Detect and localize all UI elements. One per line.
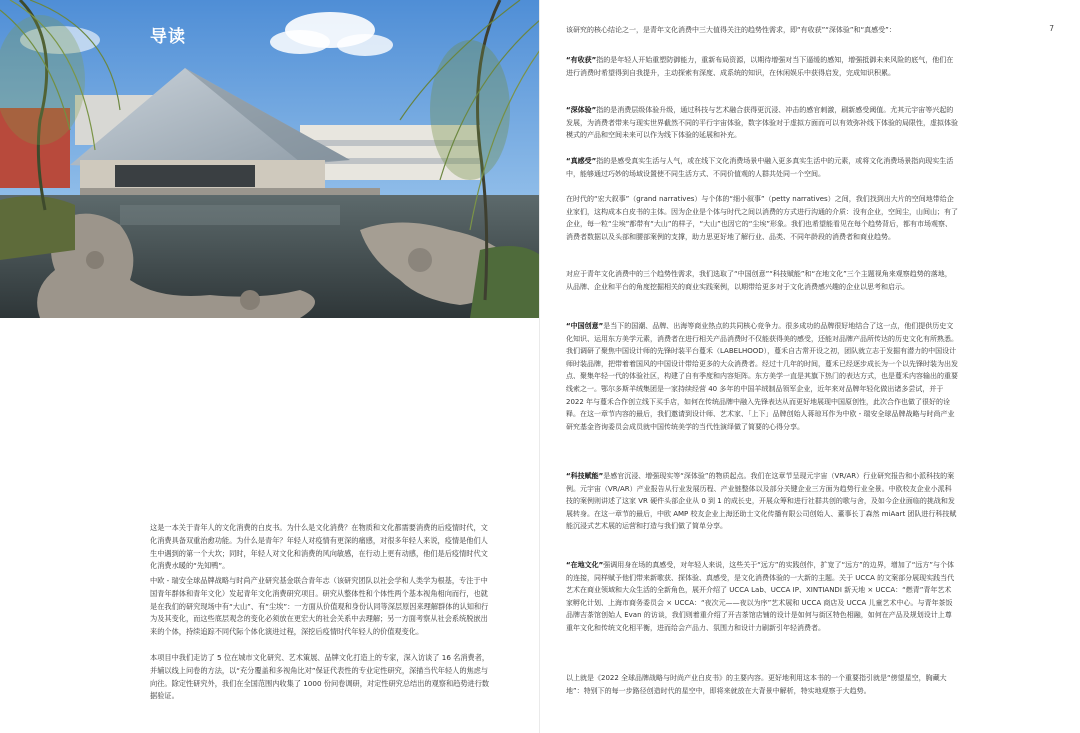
local-culture-label: “在地文化”: [566, 561, 604, 569]
intro-text-3: 本项目中我们走访了 5 位在城市文化研究、艺术策展、品牌文化打造上的专家，深入访谈了 16 名消费者，并辅以线上问卷的方法，以“充分覆盖和多视角比对”保证代表性的专业定性研究，深描当代年轻人的焦虑与向往。除定性研究外，我们在全国范围内收集了 1000 份问卷调研，对定性研究总结出的观察和趋势进行数据验证。: [150, 653, 490, 701]
intro-paragraph-3: [150, 652, 490, 703]
china-creativity-label: “中国创意”: [566, 322, 604, 330]
local-culture-text: 强调用身在场的真感受，对年轻人来说，这些关于“远方”的实践创作，扩宽了“远方”的边界，增加了“远方”与个体的连接，同样赋予他们带来新歌获、探体验、真感受，是文化消费体验的一大新的主题。关于 UCCA 的文案部分展现实践当代艺术在商业领域和大众生活的全新角色，展开介绍了 UCCA Lab、UCCA IP、XINTIANDI 新天地 × UCCA：“燃青”青年艺术家孵化计划、上海市商务委员会 × UCCA：“夜次元——夜以为序”艺术展和 UCCA 商店及 UCCA 儿童艺术中心。与青年茶饭品牌吉茶馆创始人 Evan 的访谈，我们则着重介绍了开吉茶馆店铺的设计是如何与街区特色相融，如何在产品及规划设计上尊重年文化和传统文化相平衡，进而给会产品力、氛围力和设计力刷新引年轻消费者。: [566, 561, 955, 632]
theme-china-creativity: [566, 320, 958, 433]
intro-text-2: 中欧 - 瑞安全球品牌战略与时尚产业研究基金联合青年志（该研究团队以社会学和人类学为根基，专注于中国青年群体和青年文化）发起青年文化消费研究项目。研究从整体性和个体性两个基本视角相向而行，也就是在我们的研究现场中有“大山”、有“尘埃”：一方面从价值观和身份认同等深层原因来理解群体的认知和行为及其变化，而这些底层观念的变化必须放在更宏大的社会关系中去理解；另一方面考察从社会系统脱嵌出来的个体，持续追踪不同代际个体化演进过程，深挖后疫情时代年轻人的价值观变化。: [150, 576, 489, 637]
china-creativity-text: 是当下的国潮、品牌、出海等商业热点的共同核心竞争力。很多成功的品牌很好地结合了这一点，他们提供历史文化知识、运用东方美学元素，消费者在进行相关产品消费时不仅能获得美的感受，还能对品牌产品所传达的历史文化有所熟悉。我们调研了聚焦中国设计师的先锋时装平台蔓禾（LABELHOOD），蔓禾自古常开设之初，团队就立志于发掘有潜力的中国设计师时装品牌，把带着着国风的中国设计带给更多的大众消费者。经过十几年的时间，蔓禾已经逐步成长为一个以先锋时装为出发点、聚集年轻一代的体验社区，构建了自有季度和内容矩阵。东方美学一直是其旗下热门的表达方式，也是蔓禾内容输出的重要线索之一。鄂尔多斯羊绒集团是一家持续经营 40 多年的中国羊绒制品领军企业，近年来对品牌年轻化做出诸多尝试，并于 2022 年与蔓禾合作创立线下买手店，如何在传统品牌中融入先锋表达从而更好地展现中国原创性，此次合作也做了很好的诠释。在这一章节内容的最后，我们邀请到设计师、艺术家、「上下」品牌创始人蒋琼耳作为中欧 - 瑞安全球品牌战略与时尚产业研究基金咨询委员会成员就中国传统美学的当代性演绎做了简要的心得分享。: [566, 322, 958, 431]
narratives-paragraph: [566, 193, 958, 243]
intro-text-1: 这是一本关于青年人的文化消费的白皮书。为什么是文化消费？在物质和文化都需要消费的后疫情时代，文化消费具备双重治愈功能。为什么是青年？年轻人对疫情有更深的痛感，对很多年轻人来说，疫情是他们人生中遇到的第一个大坎；同时，年轻人对文化和消费的风向敏感，在行动上更有动感，他们是后疫情时代文化消费水暖的“先知鸭”。: [150, 523, 488, 571]
page-title: 导读: [150, 27, 186, 47]
trend-deep-experience: [566, 104, 958, 142]
trend-real-feeling: [566, 155, 958, 180]
narratives-text: 在时代的“宏大叙事”（grand narratives）与个体的“细小叙事”（petty narratives）之间，我们找到出大片的空间地带给企业家们，这构成本白皮书的主体。因为企业是个体与时代之间以消费的方式进行沟通的介质：没有企业，空间尘，山间山；有了企业，每一粒“尘埃”都带有“大山”的样子，“大山”也因它的“尘埃”形象。我们也希望能看见在每个趋势背后，都有市场观察、消费者数据以及头部和腰部案例的支撑，助力思更好地了解行业、品类、不同年龄段的消费者和商业趋势。: [566, 195, 958, 241]
summary-intro-text: 该研究的核心结论之一，是青年文化消费中三大值得关注的趋势性需求，即“有收获”“深体验”和“真感受”：: [566, 26, 896, 34]
closing-paragraph: [566, 672, 958, 697]
trend-harvest: [566, 54, 958, 79]
trend-harvest-label: “有收获”: [566, 56, 597, 64]
trend-deep-label: “深体验”: [566, 106, 597, 114]
trend-real-text: 指的是感受真实生活与人气，或在线下文化消费场景中融入更多真实生活中的元素，或将文化消费场景指向现实生活中，能够通过巧妙的场域设置使不同生活方式、不同价值观的人群共处同一个空间。: [566, 157, 954, 178]
page-number: 7: [1049, 24, 1054, 33]
tech-empowerment-text: 是感官沉浸、增强现实等“深体验”的物质起点。我们在这章节呈现元宇宙（VR/AR）行业研究报告和小派科技的案例。元宇宙（VR/AR）产业报告从行业发展历程、产业链整体以及部分关键企业三方面为趋势行业全景。中欧校友企业小派科技的案例则讲述了这家 VR 硬件头部企业从 0 到 1 的成长史，开展众筹和进行社群共创的歌与舍，及如今企业面临的挑战和发展转身。在这一章节的最后，中欧 AMP 校友企业上海还助士文化传播有限公司创始人、董事长丁森然 miAart 团队进行科技赋能沉浸式艺术展的运营和打造与我们做了简单分享。: [566, 472, 957, 531]
cover-photo: [0, 0, 540, 318]
closing-text: 以上就是《2022 全球品牌战略与时尚产业白皮书》的主要内容。更好地利用这本书的一个重要指引就是“傍望星空，胸藏大地”：特别下的每一步路径创造时代的星空中，即将来就放在大背景中解析，特实地观察于大趋势。: [566, 674, 947, 695]
theme-local-culture: [566, 559, 958, 635]
trend-harvest-text: 指的是年轻人开始重塑防御能力，重新布局资源，以期待增强对当下逼缓的感知，增强抵御未来风险的底气，他们在进行消费时希望得到自我提升，主动探索有深度、成系统的知识，在休闲娱乐中获得启发，完成知识积累。: [566, 56, 954, 77]
themes-paragraph: [566, 268, 958, 293]
trend-deep-text: 指的是消费层级体验升级，通过科技与艺术融合获得更沉浸、冲击的感官刺激，刷新感受阈值。尤其元宇宙等兴起的发展，为消费者带来与现实世界截然不同的平行宇宙体验，数字体验对于虚拟方面而可以有效弥补线下体验的局限性，虚拟体验模式的产品和空间未来可以作为线下体验的延展和补充。: [566, 106, 958, 140]
theme-tech-empowerment: [566, 470, 958, 533]
right-page: [540, 0, 1080, 733]
intro-paragraph-2: [150, 575, 490, 639]
intro-paragraph-1: [150, 522, 490, 573]
themes-text: 对应于青年文化消费中的三个趋势性需求，我们选取了“中国创意”“科技赋能”和“在地文化”三个主题视角来观察趋势的落地，从品牌、企业和平台的角度挖掘相关的商业实践案例，以期带给更多对于文化消费感兴趣的企业以思考和启示。: [566, 270, 952, 291]
summary-intro: [566, 24, 958, 37]
trend-real-label: “真感受”: [566, 157, 597, 165]
tech-empowerment-label: “科技赋能”: [566, 472, 604, 480]
